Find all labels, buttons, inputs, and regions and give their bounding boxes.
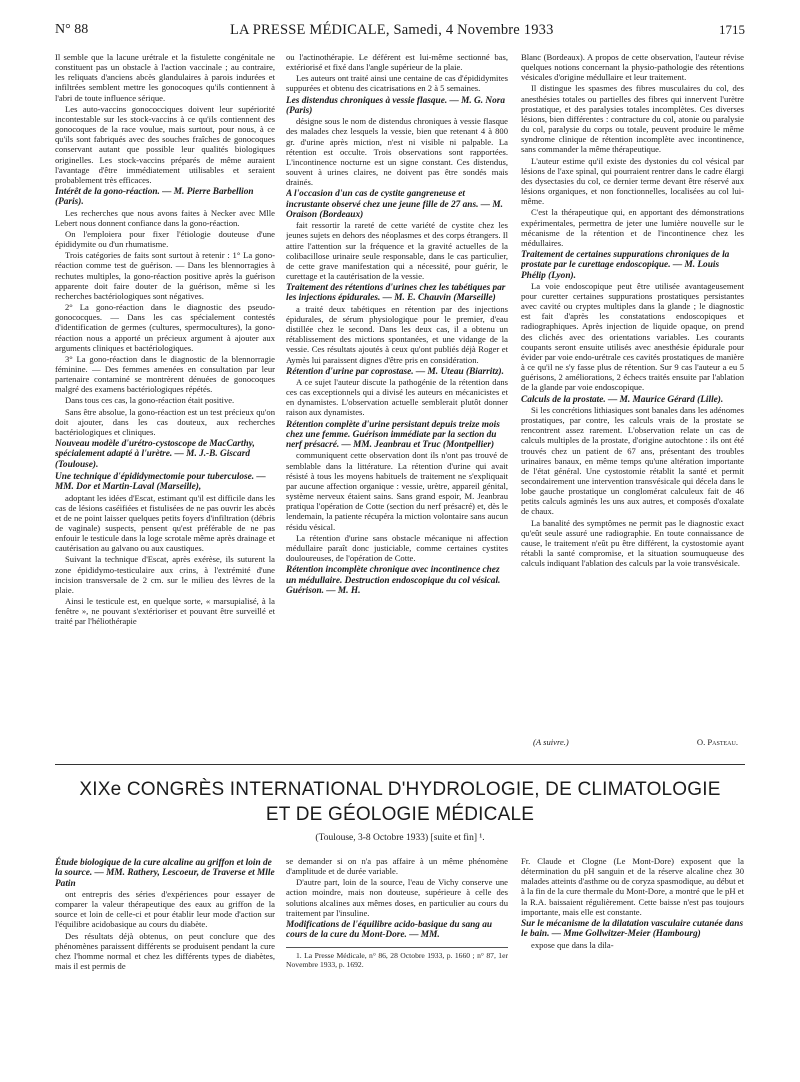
paragraph: expose que dans la dila-	[531, 939, 614, 950]
section-heading: Nouveau modèle d'urétro-cystoscope de MacCarthy, spécialement adapté à l'urètre. — M. J.-B. Giscard (Toulouse).	[55, 439, 255, 470]
section-heading: Intérêt de la gono-réaction. — M. Pierre Barbellion (Paris).	[55, 187, 254, 208]
congress-title	[55, 777, 745, 845]
footnote	[286, 947, 508, 969]
paragraph: Des résultats déjà obtenus, on peut conclure que des phénomènes paraissent différents se produisent pendant la cure chez l'homme normal et chez les différents types de diabètes, mais il est permis de	[55, 930, 275, 971]
paragraph: se demander si on n'a pas affaire à un même phénomène d'amplitude et de durée variable.	[286, 856, 508, 877]
paragraph: Il semble que la lacune urétrale et la fistulette congénitale ne constituent pas un obstacle à l'action vaccinale ; au contraire, les reliquats d'anciens abcès glandulaires à parois indurées et infiltrées semblent mettre les gonocoques qu'ils contiennent à l'abri de toute influence sérique.	[55, 52, 275, 103]
journal-title: LA PRESSE MÉDICALE, Samedi, 4 Novembre 1933	[230, 22, 554, 38]
paragraph: adoptant les idées d'Escat, estimant qu'il est difficile dans les cas de lésions caséifiées et fistulisées de ne pas ouvrir les abcès et de ne point laisser quelques petits foyers d'infiltration (débris de vaginale) suspects, pensent qu'est préférable de ne pas enfouir le testicule dans la loge scrotale même après drainage et cautérisation au galvano ou aux caustiques.	[55, 492, 275, 554]
paragraph: D'autre part, loin de la source, l'eau de Vichy conserve une action moindre, mais non douteuse, supérieure à celle des solutions alcalines aux mêmes doses, en particulier au cours du traitement par l'insuline.	[286, 877, 508, 918]
paragraph: Dans tous ces cas, la gono-réaction était positive.	[65, 395, 235, 406]
paragraph: ont entrepris des séries d'expériences pour essayer de comparer la valeur thérapeutique des eaux au griffon de la source et loin de celle-ci et pour établir leur mode d'action sur l'équilibre acidobasique au cours du diabète.	[55, 888, 275, 930]
section-heading: Rétention complète d'urine persistant depuis treize mois chez une femme. Guérison immédiate par la section du nerf présacré. — MM. Jeanbrau et Truc (Montpellier)	[286, 419, 500, 451]
section-divider	[55, 764, 745, 765]
article-signature	[521, 737, 744, 749]
paragraph: L'auteur estime qu'il existe des dystonies du col vésical par lésions de l'axe spinal, qui pourraient rentrer dans le cadre élargi des dysectasies du col, ce dernier terme devant être réservé aux lésions organiques, et non fonctionnelles, localisées au col lui-même.	[521, 155, 744, 207]
section-heading: Traitement des rétentions d'urines chez les tabétiques par les injections épidurales. — M. E. Chauvin (Marseille)	[286, 283, 506, 304]
paragraph: La rétention d'urine sans obstacle mécanique ni affection médullaire paraît donc justiciable, comme certaines cystites douloureuses, de l'opération de Cotte.	[286, 532, 508, 564]
paragraph: a traité deux tabétiques en rétention par des injections épidurales, de sérum physiologique pour le premier, d'eau distillée chez le second. Dans les deux cas, il a obtenu un rétablissement des mictions spontanées, et une vidange de la vessie. Ces résultats ajoutés à ceux qu'ont publiés déjà Roger et Aymès lui paraissent dignes d'être pris en considération.	[286, 303, 508, 365]
footnote-text: 1. La Presse Médicale, n° 86, 28 Octobre 1933, p. 1660 ; n° 87, 1er Novembre 1933, p. 1692.	[286, 950, 508, 969]
continued-note: (A suivre.)	[533, 737, 569, 747]
paragraph: Les auto-vaccins gonococciques doivent leur supériorité incontestable sur les stock-vaccins à ce qu'ils contiennent des gonocoques de la race voulue, mais surtout, pour nous, à ce qu'ils sont fabriqués avec des souches fraîches de gonocoques conservant autant que possible leur qualités biologiques originelles. Les stock-vaccins préparés de même auraient l'avantage d'être immédiatement utilisables et seraient probablement très efficaces.	[55, 103, 275, 185]
author-signature: O. Pasteau.	[696, 737, 738, 747]
paragraph: Fr. Claude et Clogne (Le Mont-Dore) exposent que la détermination du pH sanguin et de la réserve alcaline chez 30 malades atteints d'asthme ou de coryza spasmodique, au début et à la fin de la cure thermale du Mont-Dore, a montré que le pH et la R.A. baissaient régulièrement. Cette baisse n'est pas toujours importante, mais elle est constante.	[521, 856, 744, 917]
paragraph: 3° La gono-réaction dans le diagnostic de la blennorragie féminine. — Des femmes amenées en consultation par leur partenaire contaminé se montrèrent dénuées de gonocoques malgré des examens bactériologiques répétés.	[55, 353, 275, 395]
column-2	[286, 52, 508, 732]
congress-title-line-1: XIXe CONGRÈS INTERNATIONAL D'HYDROLOGIE, DE CLIMATOLOGIE	[79, 779, 721, 800]
column-3	[521, 52, 744, 732]
paragraph: Blanc (Bordeaux). A propos de cette observation, l'auteur révise quelques notions concernant la physio-pathologie des rétentions vésicales d'origine médullaire et leur traitement.	[521, 52, 744, 83]
paragraph: 2° La gono-réaction dans le diagnostic des pseudo-gonococques. — Dans les cas spécialement contestés d'identification de germes (cultures, spermocultures), la gono-réaction nous a apporté un précieux argument à ajouter aux arguments cliniques et bactériologiques.	[55, 302, 275, 353]
section-heading: Traitement de certaines suppurations chroniques de la prostate par le curettage endoscopique. — M. Louis Phélip (Lyon).	[521, 249, 730, 281]
section-heading: Modifications de l'équilibre acido-basique du sang au cours de la cure du Mont-Dore. — MM.	[286, 919, 493, 941]
section-heading: Une technique d'épididymectomie pour tuberculose. — MM. Dor et Martin-Laval (Marseille),	[55, 471, 266, 493]
column-1	[55, 52, 275, 732]
paragraph: Sans être absolue, la gono-réaction est un test précieux qu'on doit ajouter, dans les cas douteux, aux recherches bactériologiques et cliniques.	[55, 406, 275, 437]
paragraph: communiquent cette observation dont ils n'ont pas trouvé de semblable dans la littérature. La rétention d'urine qui avait résisté à tous les moyens habituels de traitement ne s'expliquait par aucune affection organique : vessie, urètre, appareil génital, système nerveux étaient sains. Sans grand espoir, M. Jeanbrau pratiqua l'opération de Cotte (section du nerf présacré) et, dès le lendemain, la patiente récupéra la miction volontaire sans aucun résidu vésical.	[286, 450, 508, 532]
page-number: 1715	[719, 22, 745, 37]
paragraph: Trois catégories de faits sont surtout à retenir : 1° La gono-réaction comme test de guérison. — Dans les blennorragies à rechutes multiples, la gono-réaction positive après la guérison apparente doit faire douter de la guérison, même si les recherches bactériologiques sont négatives.	[55, 250, 275, 301]
paragraph: désigne sous le nom de distendus chroniques à vessie flasque des malades chez lesquels la vessie, bien que retenant 4 à 800 gr. d'urine après miction, n'est ni visible ni palpable. La rétention est occulte. Trois observations sont rapportées. L'incontinence nocturne est un signe constant. Ces distendus, souvent à urines claires, ne doivent pas être sondés mais drainés.	[286, 116, 508, 188]
paragraph: On l'emploiera pour fixer l'étiologie douteuse d'une épididymite ou d'un rhumatisme.	[55, 228, 275, 250]
paragraph: C'est la thérapeutique qui, en apportant des démonstrations expérimentales, permettra de jeter une lumière nouvelle sur le mécanisme de la rétention et de l'incontinence chez les médullaires.	[521, 207, 744, 248]
section-heading: Rétention incomplète chronique avec incontinence chez un médullaire. Destruction endoscopique du col vésical. Guérison. — M. H.	[286, 565, 501, 596]
bottom-column-2	[286, 856, 508, 1056]
paragraph: A ce sujet l'auteur discute la pathogénie de la rétention dans ces cas exceptionnels qui a divisé les auteurs en mécanicistes et en dynamistes. L'observation actuelle semblerait plutôt donner raison aux dynamistes.	[286, 376, 508, 418]
paragraph: Suivant la technique d'Escat, après exérèse, ils suturent la zone épididymo-testiculaire aux crins, à l'extrémité d'une incision transversale de 2 cm. sur le milieu des lèvres de la plaie.	[55, 554, 275, 595]
section-heading: Étude biologique de la cure alcaline au griffon et loin de la source. — MM. Rathery, Lescoeur, de Traverse et Mlle Patin	[55, 858, 275, 889]
paragraph: La banalité des symptômes ne permit pas le diagnostic exact qu'eût seule assuré une radiographie. En toute connaissance de cause, le traitement n'eût pu être différent, la cystostomie ayant rétabli la santé compromise, et la situation soumuqueuse des calculs indiquant l'ablation des calculs par la voie transvésicale.	[521, 517, 744, 569]
section-heading: Rétention d'urine par coprostase. — M. Uteau (Biarritz).	[286, 366, 504, 377]
section-heading: Les distendus chroniques à vessie flasque. — M. G. Nora (Paris)	[286, 95, 506, 116]
page-header	[55, 22, 745, 44]
paragraph: Il distingue les spasmes des fibres musculaires du col, des anesthésies totales ou partielles des fibres qui innervent l'urètre prostatique, et des paralysies totales incomplètes. Ces diverses lésions, bien différentes : contracture du col, atonie ou paralysie du col, paralysie du corps ou totale, peuvent produire le même syndrome clinique de rétention incomplète avec incontinence, sans commander la même thérapeutique.	[521, 83, 744, 155]
paragraph: fait ressortir la rareté de cette variété de cystite chez les jeunes sujets en dehors des néoplasmes et des corps étrangers. Il attire l'attention sur la fréquence et la gravité actuelles de la colibacillose urinaire seule responsable, dans le cas particulier, de cette grave manifestation qui a nécessité, pour guérir, le curettage et la cautérisation de la vessie.	[286, 220, 508, 281]
section-heading: Sur le mécanisme de la dilatation vasculaire cutanée dans le bain. — Mme Gollwitzer-Meier (Hambourg)	[521, 918, 744, 940]
paragraph: Les recherches que nous avons faites à Necker avec Mlle Lebert nous donnent confiance dans la gono-réaction.	[55, 207, 275, 228]
paragraph: ou l'actinothérapie. Le déférent est lui-même sectionné bas, extériorisé et fixé dans l'angle supérieur de la plaie.	[286, 52, 508, 73]
paragraph: Si les concrétions lithiasiques sont banales dans les adénomes prostatiques, par contre, les calculs vrais de la prostate se rencontrent assez rarement. L'observation relate un cas de calculs multiples de la prostate, d'origine autochtone : ils ont été trouvés chez un patient de 67 ans, présentant des troubles urinaires banaux, en même temps qu'une altération importante de l'état général. Une cystostomie rétablit la santé et permit secondairement une intervention transvésicale qui décela dans le lobe gauche prostatique un conglomérat calculeux fait de 46 petits calculs agminés les uns aux autres, et composés d'oxalate de chaux.	[521, 404, 744, 517]
section-heading: A l'occasion d'un cas de cystite gangreneuse et incrustante observé chez une jeune fille de 27 ans. — M. Oraison (Bordeaux)	[286, 189, 503, 220]
congress-title-line-2: ET DE GÉOLOGIE MÉDICALE	[265, 804, 535, 825]
bottom-column-3	[521, 856, 744, 1056]
issue-number: N° 88	[55, 22, 89, 37]
bottom-column-1	[55, 856, 275, 1056]
congress-subtitle: (Toulouse, 3-8 Octobre 1933) [suite et fin] ¹.	[315, 833, 485, 843]
section-heading: Calculs de la prostate. — M. Maurice Gérard (Lille).	[521, 394, 724, 405]
paragraph: Les auteurs ont traité ainsi une centaine de cas d'épididymites suppurées et obtenu des cicatrisations en 2 à 5 semaines.	[286, 73, 508, 94]
paragraph: La voie endoscopique peut être utilisée avantageusement pour curetter certaines suppurations prostatiques persistantes avec cavité ou cryptes multiples dans la glande ; le diagnostic est fait d'après les constatations endoscopiques et radiographiques. Après injection de liquide opaque, on prend des clichés avec des orientations variables. Les courants coupants seront ensuite utilisés avec anesthésie épidurale pour évider par voie endo-urétrale ces cavités prostatiques de manière à ce qu'il ne s'y fasse plus de rétention. Sur 9 cas l'auteur a eu 5 guérisons, 2 améliorations, 2 échecs traités ensuite par l'ablation de la glande par voie endoscopique.	[521, 280, 744, 393]
paragraph: Ainsi le testicule est, en quelque sorte, « marsupialisé, à la fenêtre », ne pouvant s'extérioriser et pouvant être surveillé et traité par l'héliothérapie	[55, 596, 275, 627]
